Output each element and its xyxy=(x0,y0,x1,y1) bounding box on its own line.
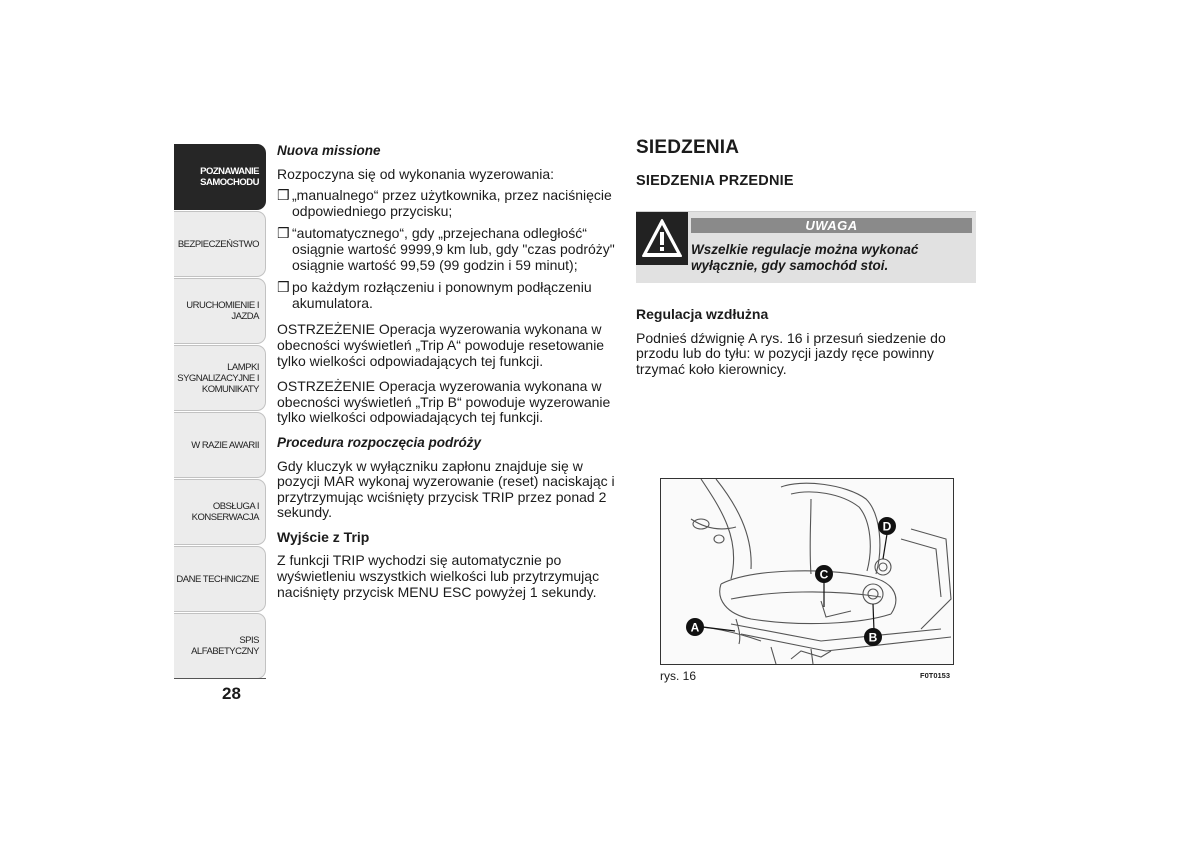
paragraph: OSTRZEŻENIE Operacja wyzerowania wykonana w obecności wyświetleń „Trip A“ powoduje resetowanie tylko wielkości odpowiadających tej funkcji. xyxy=(277,321,605,369)
callout-a-label: A xyxy=(690,620,700,635)
tab-uruchomienie-i-jazda[interactable]: URUCHOMIENIE I JAZDA xyxy=(174,278,266,344)
paragraph: Podnieś dźwignię A rys. 16 i przesuń siedzenie do przodu lub do tyłu: w pozycji jazdy ręce powinny trzymać koło kierownicy. xyxy=(636,329,946,377)
bullet-box-icon: ❒ xyxy=(277,279,290,296)
warning-triangle-icon xyxy=(636,212,688,265)
subheading-regulacja: Regulacja wzdłużna xyxy=(636,306,769,322)
callout-b-label: B xyxy=(868,630,878,645)
seat-illustration xyxy=(661,479,953,664)
tab-obsluga-i-konserwacja[interactable]: OBSŁUGA I KONSERWACJA xyxy=(174,479,266,545)
tab-poznawanie-samochodu[interactable]: POZNAWANIE SAMOCHODU xyxy=(174,144,266,210)
page-number-rule xyxy=(174,678,266,679)
tab-dane-techniczne[interactable]: DANE TECHNICZNE xyxy=(174,546,266,612)
paragraph: Z funkcji TRIP wychodzi się automatycznie po wyświetleniu wszystkich wielkości lub przytrzymując naciśnięty przycisk MENU ESC powyżej 1 sekundy. xyxy=(277,552,600,600)
subheading-nuova-missione: Nuova missione xyxy=(277,143,381,158)
warning-text: Wszelkie regulacje można wykonać wyłącznie, gdy samochód stoi. xyxy=(691,242,919,273)
bullet-box-icon: ❒ xyxy=(277,225,290,242)
figure-caption: rys. 16 xyxy=(660,669,697,683)
callout-d-label: D xyxy=(882,519,892,534)
left-column xyxy=(277,143,617,610)
warning-box xyxy=(636,211,976,283)
list-item: ❒ po każdym rozłączeniu i ponownym podłączeniu akumulatora. xyxy=(277,279,592,311)
subheading-wyjscie-z-trip: Wyjście z Trip xyxy=(277,528,370,545)
list-item: ❒ „manualnego“ przez użytkownika, przez naciśnięcie odpowiedniego przycisku; xyxy=(277,187,612,219)
subsection-heading: SIEDZENIA PRZEDNIE xyxy=(636,172,794,189)
seat-figure xyxy=(660,478,954,665)
tab-lampki-sygnalizacyjne[interactable]: LAMPKI SYGNALIZACYJNE I KOMUNIKATY xyxy=(174,345,266,411)
paragraph: Rozpoczyna się od wykonania wyzerowania: xyxy=(277,165,555,182)
right-column-lower xyxy=(636,307,976,387)
tab-bezpieczenstwo[interactable]: BEZPIECZEŃSTWO xyxy=(174,211,266,277)
paragraph: OSTRZEŻENIE Operacja wyzerowania wykonana w obecności wyświetleń „Trip B“ powoduje wyzerowanie tylko wielkości odpowiadających tej funkcji. xyxy=(277,378,611,426)
paragraph: Gdy kluczyk w wyłączniku zapłonu znajduje się w pozycji MAR wykonaj wyzerowanie (reset) naciskając i przytrzymując wciśnięty przycisk TRIP przez ponad 2 sekundy. xyxy=(277,457,615,521)
bullet-box-icon: ❒ xyxy=(277,187,290,204)
warning-icon-box xyxy=(636,212,688,265)
tab-spis-alfabetyczny[interactable]: SPIS ALFABETYCZNY xyxy=(174,613,266,679)
page-number: 28 xyxy=(222,684,241,703)
chapter-tabs xyxy=(174,144,266,680)
section-heading: SIEDZENIA xyxy=(636,137,740,158)
right-column xyxy=(636,137,976,201)
subheading-procedura: Procedura rozpoczęcia podróży xyxy=(277,434,482,450)
figure-code: F0T0153 xyxy=(920,671,951,680)
list-item: ❒ “automatycznego“, gdy „przejechana odległość“ osiągnie wartość 9999,9 km lub, gdy "czas podróży" osiągnie wartość 99,59 (99 godzin i 59 minut); xyxy=(277,225,615,273)
warning-title: UWAGA xyxy=(691,218,972,233)
callout-c-label: C xyxy=(819,567,829,582)
tab-w-razie-awarii[interactable]: W RAZIE AWARII xyxy=(174,412,266,478)
